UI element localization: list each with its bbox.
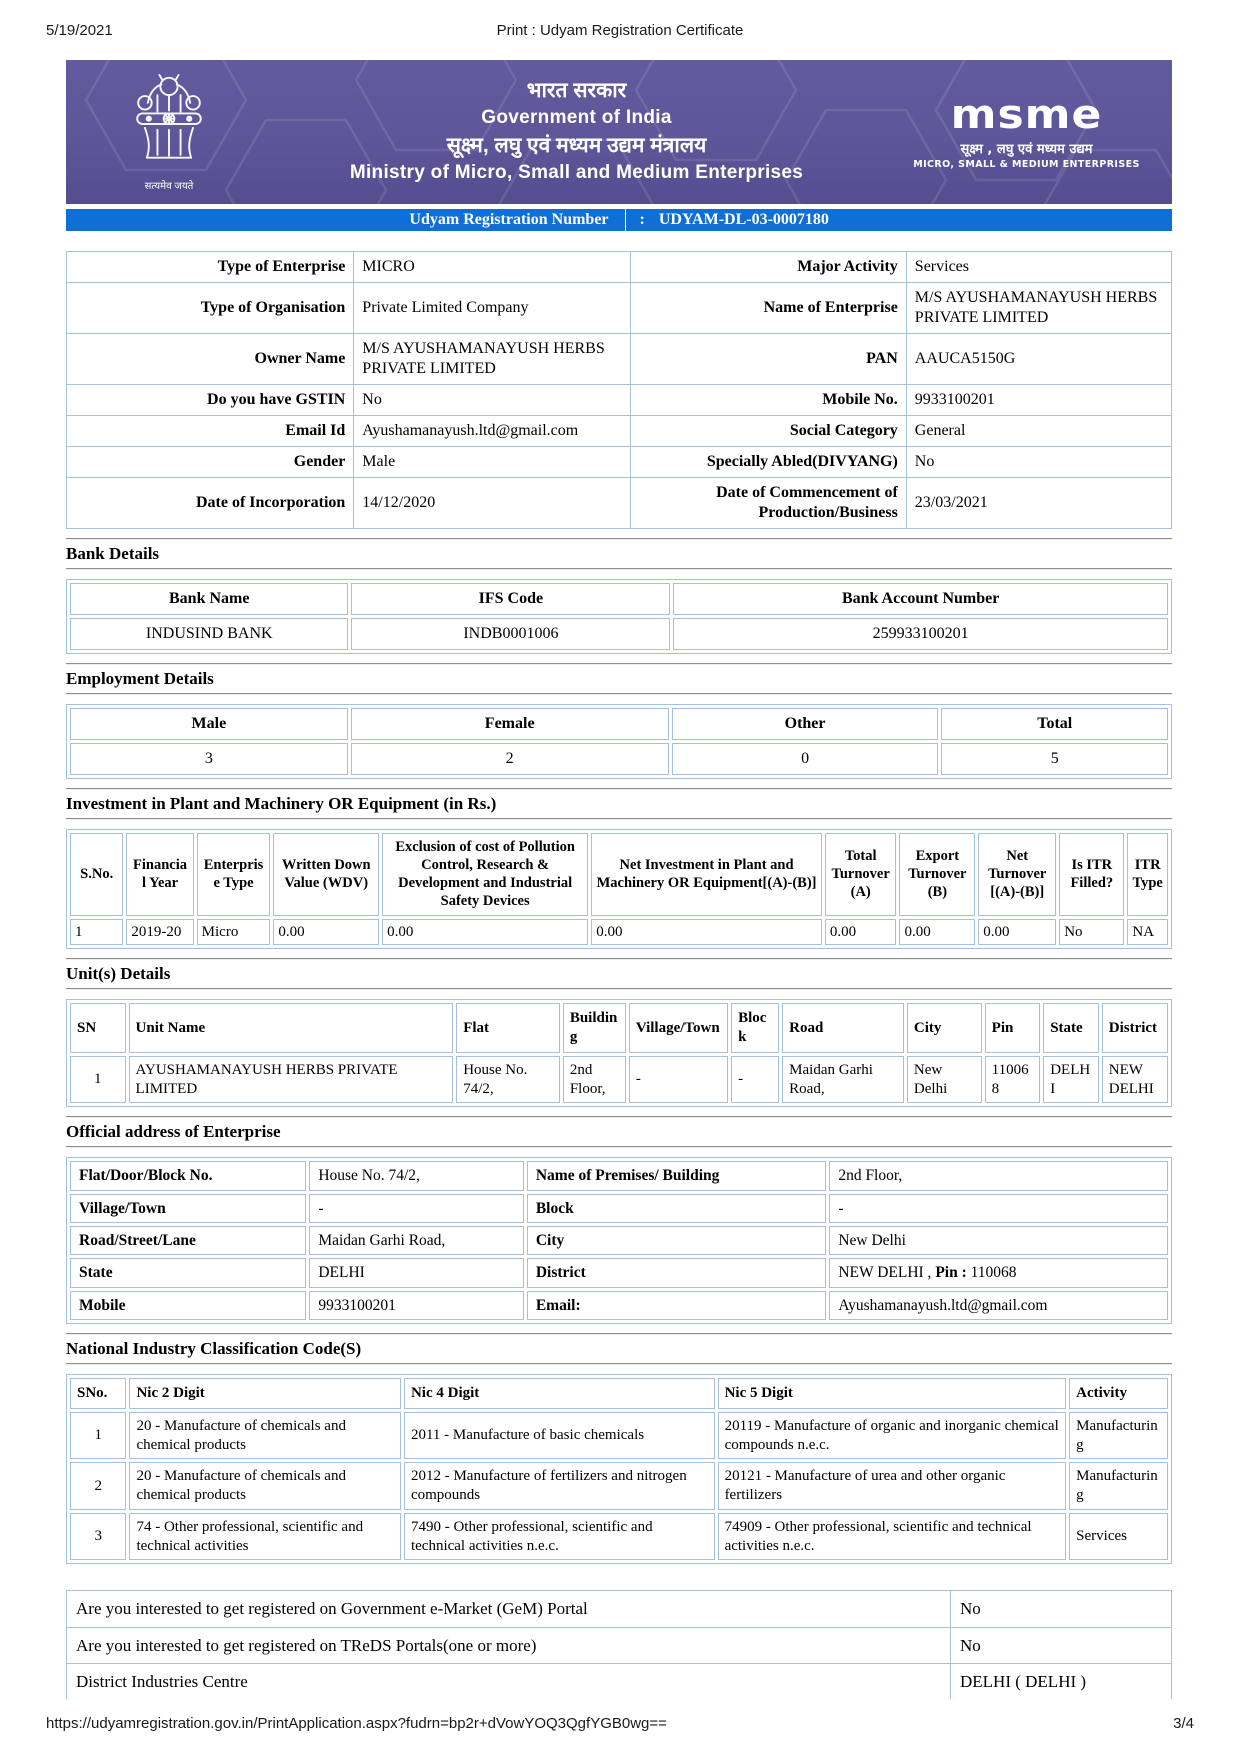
browser-print-header bbox=[0, 0, 1240, 44]
section-divider bbox=[66, 1116, 1172, 1118]
value-cell: M/S AYUSHAMANAYUSH HERBS PRIVATE LIMITED bbox=[906, 283, 1171, 334]
value-cell: 2nd Floor, bbox=[563, 1056, 626, 1104]
column-header: Export Turnover (B) bbox=[899, 833, 975, 916]
column-header: Unit Name bbox=[129, 1003, 454, 1053]
table-row bbox=[70, 618, 1168, 650]
table-header-row bbox=[70, 833, 1168, 916]
ministry-hindi: सूक्ष्म, लघु एवं मध्यम उद्यम मंत्रालय bbox=[446, 134, 707, 157]
label-cell: Mobile bbox=[70, 1291, 306, 1320]
value-cell: 3 bbox=[70, 743, 348, 775]
value-cell: 2019-20 bbox=[126, 919, 193, 946]
table-row bbox=[70, 1513, 1168, 1561]
label-cell: Flat/Door/Block No. bbox=[70, 1161, 306, 1190]
column-header: Total bbox=[941, 708, 1168, 740]
label-cell: Gender bbox=[67, 447, 354, 478]
section-divider bbox=[66, 568, 1172, 570]
column-header: Is ITR Filled? bbox=[1059, 833, 1124, 916]
value-cell: Micro bbox=[197, 919, 271, 946]
label-cell: Name of Premises/ Building bbox=[527, 1161, 826, 1190]
label-cell: Date of Incorporation bbox=[67, 478, 354, 529]
table-row bbox=[70, 1462, 1168, 1510]
registration-colon: : bbox=[639, 211, 645, 228]
column-header: ITR Type bbox=[1127, 833, 1168, 916]
value-cell: 2012 - Manufacture of fertilizers and nitrogen compounds bbox=[404, 1462, 715, 1510]
section-divider bbox=[66, 538, 1172, 540]
label-cell: Mobile No. bbox=[630, 385, 906, 416]
label-cell: PAN bbox=[630, 334, 906, 385]
value-cell: AAUCA5150G bbox=[906, 334, 1171, 385]
answer-cell: No bbox=[951, 1627, 1172, 1663]
table-row bbox=[67, 334, 1172, 385]
value-cell: 0 bbox=[672, 743, 939, 775]
value-cell: 2 bbox=[70, 1462, 126, 1510]
table-header-row bbox=[70, 583, 1168, 615]
value-cell: Manufacturing bbox=[1069, 1412, 1168, 1460]
label-cell: Do you have GSTIN bbox=[67, 385, 354, 416]
table-row bbox=[70, 1194, 1168, 1223]
ashoka-emblem-icon bbox=[130, 72, 208, 176]
value-cell: House No. 74/2, bbox=[456, 1056, 560, 1104]
value-cell bbox=[829, 1258, 1168, 1287]
nic-heading: National Industry Classification Code(S) bbox=[66, 1339, 362, 1359]
value-cell: Maidan Garhi Road, bbox=[782, 1056, 904, 1104]
table-row bbox=[70, 1412, 1168, 1460]
column-header: District bbox=[1102, 1003, 1168, 1053]
value-cell: Maidan Garhi Road, bbox=[309, 1226, 524, 1255]
address-table bbox=[66, 1157, 1172, 1324]
enterprise-info-table bbox=[66, 251, 1172, 529]
print-date: 5/19/2021 bbox=[46, 22, 113, 39]
column-header: Net Investment in Plant and Machinery OR Equipment[(A)-(B)] bbox=[591, 833, 822, 916]
value-cell: Private Limited Company bbox=[354, 283, 630, 334]
bank-details-heading: Bank Details bbox=[66, 544, 160, 563]
column-header: Activity bbox=[1069, 1378, 1168, 1409]
answer-cell: DELHI ( DELHI ) bbox=[951, 1663, 1172, 1699]
label-cell: Specially Abled(DIVYANG) bbox=[630, 447, 906, 478]
value-cell: 3 bbox=[70, 1513, 126, 1561]
district-value: NEW DELHI , bbox=[838, 1264, 932, 1282]
pin-label: Pin : bbox=[935, 1264, 967, 1282]
value-cell: 9933100201 bbox=[309, 1291, 524, 1320]
column-header: Financial Year bbox=[126, 833, 193, 916]
column-header: Net Turnover [(A)-(B)] bbox=[978, 833, 1056, 916]
units-table bbox=[66, 999, 1172, 1107]
msme-logo-english-tagline: MICRO, SMALL & MEDIUM ENTERPRISES bbox=[913, 158, 1140, 170]
column-header: Written Down Value (WDV) bbox=[273, 833, 379, 916]
section-divider bbox=[66, 693, 1172, 695]
value-cell: 1 bbox=[70, 919, 123, 946]
table-row bbox=[67, 1591, 1172, 1627]
question-cell: Are you interested to get registered on TReDS Portals(one or more) bbox=[67, 1627, 951, 1663]
banner-titles bbox=[244, 77, 909, 187]
value-cell: 0.00 bbox=[899, 919, 975, 946]
msme-logo-hindi-tagline: सूक्ष्म , लघु एवं मध्यम उद्यम bbox=[960, 141, 1093, 157]
table-row bbox=[70, 1226, 1168, 1255]
value-cell: INDB0001006 bbox=[351, 618, 670, 650]
value-cell: M/S AYUSHAMANAYUSH HERBS PRIVATE LIMITED bbox=[354, 334, 630, 385]
table-header-row bbox=[70, 1378, 1168, 1409]
label-cell: Name of Enterprise bbox=[630, 283, 906, 334]
question-cell: Are you interested to get registered on Government e-Market (GeM) Portal bbox=[67, 1591, 951, 1627]
value-cell: 9933100201 bbox=[906, 385, 1171, 416]
value-cell: 20119 - Manufacture of organic and inorganic chemical compounds n.e.c. bbox=[718, 1412, 1067, 1460]
label-cell: Type of Organisation bbox=[67, 283, 354, 334]
govt-of-india-english: Government of India bbox=[481, 107, 672, 129]
label-cell: State bbox=[70, 1258, 306, 1287]
column-header: Female bbox=[351, 708, 669, 740]
value-cell: 14/12/2020 bbox=[354, 478, 630, 529]
table-header-row bbox=[70, 1003, 1168, 1053]
value-cell: 5 bbox=[941, 743, 1168, 775]
label-cell: Type of Enterprise bbox=[67, 252, 354, 283]
value-cell: Services bbox=[906, 252, 1171, 283]
column-header: SNo. bbox=[70, 1378, 126, 1409]
answer-cell: No bbox=[951, 1591, 1172, 1627]
column-header: Pin bbox=[985, 1003, 1041, 1053]
value-cell: New Delhi bbox=[907, 1056, 982, 1104]
value-cell: - bbox=[309, 1194, 524, 1223]
value-cell: 20 - Manufacture of chemicals and chemical products bbox=[129, 1462, 401, 1510]
value-cell: 2nd Floor, bbox=[829, 1161, 1168, 1190]
value-cell: DELHI bbox=[1043, 1056, 1099, 1104]
value-cell: - bbox=[629, 1056, 728, 1104]
value-cell: 0.00 bbox=[978, 919, 1056, 946]
column-header: City bbox=[907, 1003, 982, 1053]
value-cell: No bbox=[354, 385, 630, 416]
table-row bbox=[70, 1161, 1168, 1190]
column-header: S.No. bbox=[70, 833, 123, 916]
table-row bbox=[67, 416, 1172, 447]
label-cell: Social Category bbox=[630, 416, 906, 447]
column-header: Total Turnover (A) bbox=[825, 833, 897, 916]
value-cell: 20121 - Manufacture of urea and other organic fertilizers bbox=[718, 1462, 1067, 1510]
value-cell: General bbox=[906, 416, 1171, 447]
table-row bbox=[67, 252, 1172, 283]
value-cell: 110068 bbox=[985, 1056, 1041, 1104]
value-cell: 0.00 bbox=[591, 919, 822, 946]
registration-number-bar bbox=[66, 209, 1172, 231]
column-header: Village/Town bbox=[629, 1003, 728, 1053]
column-header: Exclusion of cost of Pollution Control, Research & Development and Industrial Safety Devices bbox=[382, 833, 588, 916]
section-divider bbox=[66, 1146, 1172, 1148]
value-cell: - bbox=[731, 1056, 779, 1104]
value-cell: 74 - Other professional, scientific and technical activities bbox=[129, 1513, 401, 1561]
emblem-caption: सत्यमेव जयते bbox=[144, 181, 194, 192]
table-row bbox=[67, 1663, 1172, 1699]
label-cell: City bbox=[527, 1226, 826, 1255]
value-cell: NA bbox=[1127, 919, 1168, 946]
browser-print-footer bbox=[0, 1715, 1240, 1732]
value-cell: Manufacturing bbox=[1069, 1462, 1168, 1510]
question-cell: District Industries Centre bbox=[67, 1663, 951, 1699]
column-header: Nic 4 Digit bbox=[404, 1378, 715, 1409]
table-row bbox=[70, 1056, 1168, 1104]
table-row bbox=[70, 1291, 1168, 1320]
label-cell: Date of Commencement of Production/Business bbox=[630, 478, 906, 529]
section-divider bbox=[66, 958, 1172, 960]
column-header: IFS Code bbox=[351, 583, 670, 615]
column-header: Nic 2 Digit bbox=[129, 1378, 401, 1409]
value-cell: 0.00 bbox=[382, 919, 588, 946]
units-heading: Unit(s) Details bbox=[66, 964, 171, 984]
label-cell: Road/Street/Lane bbox=[70, 1226, 306, 1255]
msme-logo-text: msme bbox=[950, 91, 1103, 139]
address-heading: Official address of Enterprise bbox=[66, 1122, 281, 1142]
column-header: Block bbox=[731, 1003, 779, 1053]
investment-table bbox=[66, 829, 1172, 949]
table-row bbox=[70, 919, 1168, 946]
section-divider bbox=[66, 818, 1172, 820]
value-cell: Ayushamanayush.ltd@gmail.com bbox=[829, 1291, 1168, 1320]
value-cell: 1 bbox=[70, 1412, 126, 1460]
bank-details-table bbox=[66, 579, 1172, 654]
value-cell: No bbox=[906, 447, 1171, 478]
nic-table bbox=[66, 1374, 1172, 1564]
value-cell: No bbox=[1059, 919, 1124, 946]
value-cell: 74909 - Other professional, scientific and technical activities n.e.c. bbox=[718, 1513, 1067, 1561]
value-cell: Ayushamanayush.ltd@gmail.com bbox=[354, 416, 630, 447]
label-cell: Email: bbox=[527, 1291, 826, 1320]
value-cell: 0.00 bbox=[273, 919, 379, 946]
column-header: Nic 5 Digit bbox=[718, 1378, 1067, 1409]
value-cell: 0.00 bbox=[825, 919, 897, 946]
value-cell: House No. 74/2, bbox=[309, 1161, 524, 1190]
govt-of-india-hindi: भारत सरकार bbox=[526, 79, 627, 103]
msme-banner bbox=[66, 60, 1172, 204]
table-row bbox=[70, 1258, 1168, 1287]
table-row bbox=[67, 1627, 1172, 1663]
employment-details-table bbox=[66, 704, 1172, 779]
table-row bbox=[67, 385, 1172, 416]
value-cell: Male bbox=[354, 447, 630, 478]
value-cell: MICRO bbox=[354, 252, 630, 283]
value-cell: New Delhi bbox=[829, 1226, 1168, 1255]
investment-heading: Investment in Plant and Machinery OR Equipment (in Rs.) bbox=[66, 794, 497, 813]
label-cell: Owner Name bbox=[67, 334, 354, 385]
label-cell: Village/Town bbox=[70, 1194, 306, 1223]
registration-number-label: Udyam Registration Number bbox=[409, 211, 609, 228]
table-row bbox=[67, 478, 1172, 529]
value-cell: - bbox=[829, 1194, 1168, 1223]
table-row bbox=[67, 283, 1172, 334]
value-cell: 259933100201 bbox=[673, 618, 1168, 650]
column-header: Male bbox=[70, 708, 348, 740]
value-cell: DELHI bbox=[309, 1258, 524, 1287]
label-cell: Email Id bbox=[67, 416, 354, 447]
value-cell: 1 bbox=[70, 1056, 126, 1104]
value-cell: 2011 - Manufacture of basic chemicals bbox=[404, 1412, 715, 1460]
value-cell: INDUSIND BANK bbox=[70, 618, 348, 650]
column-header: Bank Name bbox=[70, 583, 348, 615]
value-cell: 7490 - Other professional, scientific and technical activities n.e.c. bbox=[404, 1513, 715, 1561]
value-cell: AYUSHAMANAYUSH HERBS PRIVATE LIMITED bbox=[129, 1056, 454, 1104]
registration-number-value bbox=[626, 211, 829, 229]
column-header: Building bbox=[563, 1003, 626, 1053]
value-cell: 2 bbox=[351, 743, 669, 775]
section-divider bbox=[66, 1363, 1172, 1365]
table-row bbox=[67, 447, 1172, 478]
value-cell: 20 - Manufacture of chemicals and chemical products bbox=[129, 1412, 401, 1460]
label-cell: Major Activity bbox=[630, 252, 906, 283]
column-header: Bank Account Number bbox=[673, 583, 1168, 615]
value-cell: Services bbox=[1069, 1513, 1168, 1561]
value-cell: 23/03/2021 bbox=[906, 478, 1171, 529]
column-header: Other bbox=[672, 708, 939, 740]
msme-logo-icon bbox=[909, 91, 1144, 170]
footer-url: https://udyamregistration.gov.in/PrintApplication.aspx?fudrn=bp2r+dVowYOQ3QgfYGB0wg== bbox=[46, 1715, 667, 1732]
section-divider bbox=[66, 1333, 1172, 1335]
section-divider bbox=[66, 988, 1172, 990]
section-divider bbox=[66, 663, 1172, 665]
section-divider bbox=[66, 788, 1172, 790]
pin-value: 110068 bbox=[970, 1264, 1017, 1282]
column-header: Road bbox=[782, 1003, 904, 1053]
questions-table bbox=[66, 1590, 1172, 1699]
label-cell: Block bbox=[527, 1194, 826, 1223]
column-header: Enterprise Type bbox=[197, 833, 271, 916]
label-cell: District bbox=[527, 1258, 826, 1287]
ministry-english: Ministry of Micro, Small and Medium Enterprises bbox=[349, 162, 804, 184]
value-cell: NEW DELHI bbox=[1102, 1056, 1168, 1104]
print-title: Print : Udyam Registration Certificate bbox=[496, 22, 744, 39]
employment-details-heading: Employment Details bbox=[66, 669, 214, 688]
page-number: 3/4 bbox=[1173, 1715, 1194, 1732]
table-row bbox=[70, 743, 1168, 775]
column-header: State bbox=[1043, 1003, 1099, 1053]
column-header: Flat bbox=[456, 1003, 560, 1053]
table-header-row bbox=[70, 708, 1168, 740]
udyam-number: UDYAM-DL-03-0007180 bbox=[658, 211, 829, 228]
column-header: SN bbox=[70, 1003, 126, 1053]
